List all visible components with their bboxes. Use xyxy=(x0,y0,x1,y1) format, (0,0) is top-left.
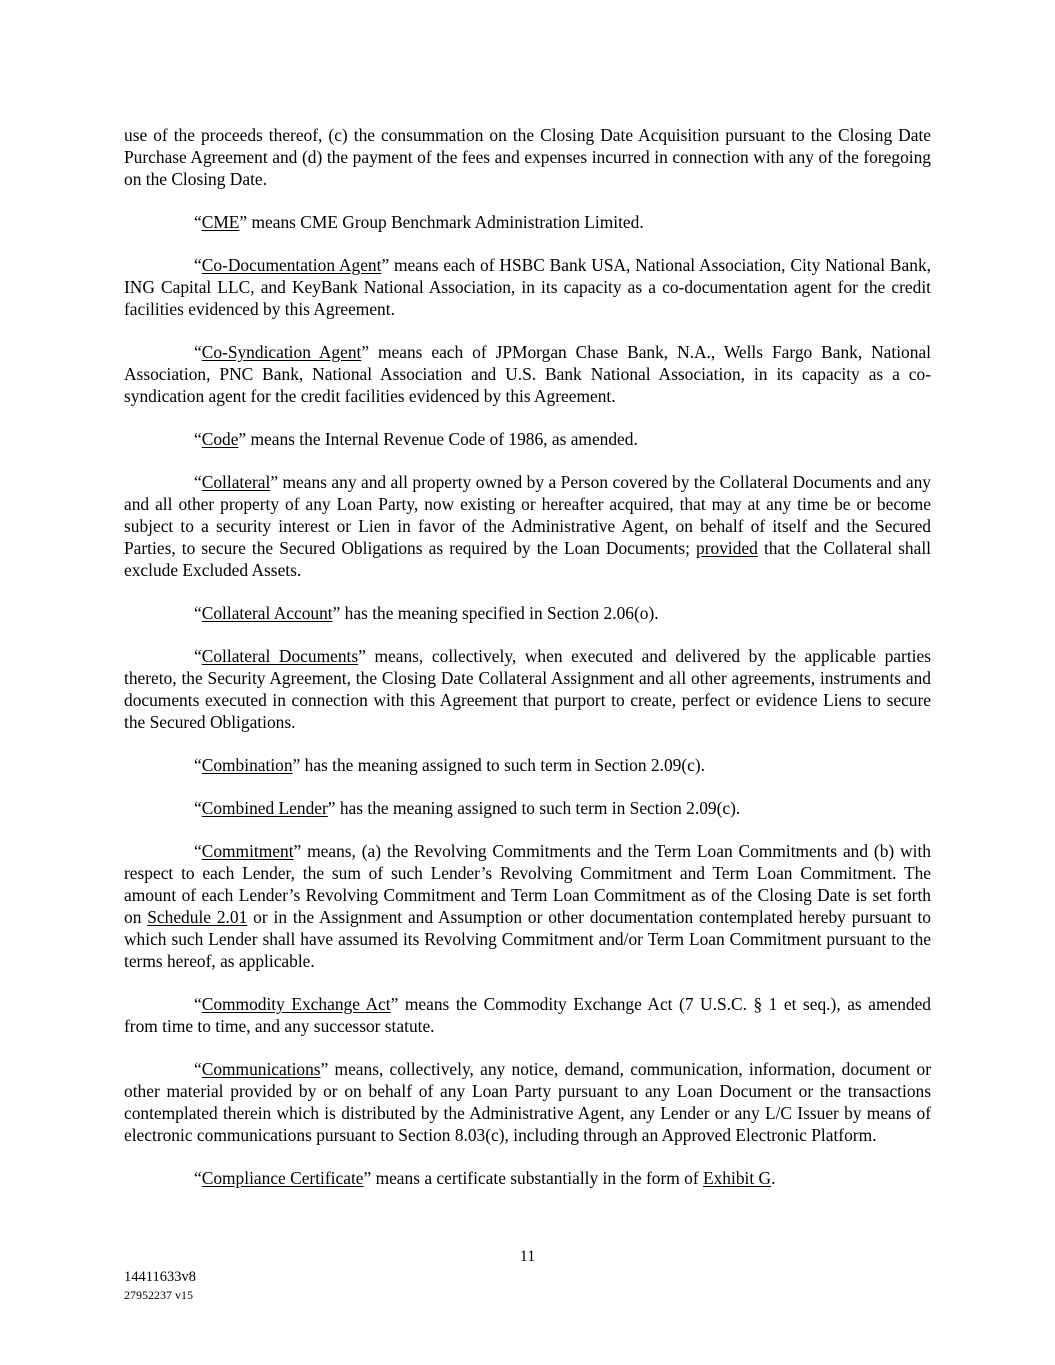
defined-term: Combination xyxy=(201,755,293,775)
defined-term: Code xyxy=(201,429,239,449)
paragraph-text: ” means each of HSBC Bank USA, National Association, City National Bank, ING Capital LLC, and KeyBank National Association, in its capacity as a co-documentation agent for the credit facilities evidenced by this Agreement. xyxy=(124,255,931,319)
paragraph-text: “ xyxy=(194,255,202,275)
definition-cme xyxy=(124,211,931,233)
paragraph-text: ” means, (a) the Revolving Commitments and the Term Loan Commitments and (b) with respect to each Lender, the sum of such Lender’s Revolving Commitment and Term Loan Commitment. The amount of each Lender’s Revolving Commitment and Term Loan Commitment as of the Closing Date is set forth on xyxy=(124,841,931,927)
paragraph-text: use of the proceeds thereof, (c) the consummation on the Closing Date Acquisition pursuant to the Closing Date Purchase Agreement and (d) the payment of the fees and expenses incurred in connection with any of the foregoing on the Closing Date. xyxy=(124,125,931,189)
defined-term: Collateral Account xyxy=(201,603,333,623)
paragraph-text: ” means each of JPMorgan Chase Bank, N.A., Wells Fargo Bank, National Association, PNC Bank, National Association and U.S. Bank National Association, in its capacity as a co-syndication agent for the credit facilities evidenced by this Agreement. xyxy=(124,342,931,406)
paragraph-text: “ xyxy=(194,646,202,666)
paragraph-text: ” has the meaning assigned to such term in Section 2.09(c). xyxy=(327,798,741,818)
paragraph-text: ” means the Commodity Exchange Act (7 U.S.C. § 1 et seq.), as amended from time to time, and any successor statute. xyxy=(124,994,931,1036)
paragraph-text: ” means, collectively, when executed and delivered by the applicable parties thereto, the Security Agreement, the Closing Date Collateral Assignment and all other agreements, instruments and documents executed in connection with this Agreement that purport to create, perfect or evidence Liens to secure the Secured Obligations. xyxy=(124,646,931,732)
defined-term: Co-Syndication Agent xyxy=(201,342,362,362)
definition-collateral-account xyxy=(124,602,931,624)
paragraph-text: “ xyxy=(194,841,202,861)
paragraph-continuation xyxy=(124,124,931,190)
paragraph-text: “ xyxy=(194,1059,202,1079)
paragraph-text: “ xyxy=(194,603,202,623)
paragraph-text: ” means CME Group Benchmark Administration Limited. xyxy=(239,212,644,232)
document-id-secondary: 27952237 v15 xyxy=(124,1288,193,1302)
paragraph-text: “ xyxy=(194,212,202,232)
defined-term: Combined Lender xyxy=(201,798,328,818)
definition-commodity-exchange-act xyxy=(124,993,931,1037)
paragraph-text: ” means a certificate substantially in the form of xyxy=(363,1168,703,1188)
paragraph-text: “ xyxy=(194,472,202,492)
paragraph-text: “ xyxy=(194,1168,202,1188)
defined-term: provided xyxy=(696,538,758,558)
definition-co-syndication-agent xyxy=(124,341,931,407)
paragraph-text: “ xyxy=(194,342,202,362)
paragraph-text: “ xyxy=(194,755,202,775)
paragraph-text: “ xyxy=(194,994,202,1014)
defined-term: Commodity Exchange Act xyxy=(201,994,391,1014)
paragraph-text: ” has the meaning assigned to such term in Section 2.09(c). xyxy=(292,755,706,775)
definition-code xyxy=(124,428,931,450)
paragraph-text: ” means, collectively, any notice, demand, communication, information, document or other material provided by or on behalf of any Loan Party pursuant to any Loan Document or the transactions contemplated therein which is distributed by the Administrative Agent, any Lender or any L/C Issuer by means of electronic communications pursuant to Section 8.03(c), including through an Approved Electronic Platform. xyxy=(124,1059,931,1145)
paragraph-text: or in the Assignment and Assumption or other documentation contemplated hereby pursuant to which such Lender shall have assumed its Revolving Commitment and/or Term Loan Commitment pursuant to the terms hereof, as applicable. xyxy=(124,907,931,971)
definition-combination xyxy=(124,754,931,776)
paragraph-text: . xyxy=(771,1168,776,1188)
defined-term: CME xyxy=(201,212,240,232)
defined-term: Collateral xyxy=(201,472,271,492)
definition-communications xyxy=(124,1058,931,1146)
page-number: 11 xyxy=(519,1248,536,1265)
definition-collateral-documents xyxy=(124,645,931,733)
paragraph-text: ” means any and all property owned by a Person covered by the Collateral Documents and any and all other property of any Loan Party, now existing or hereafter acquired, that may at any time be or become subject to a security interest or Lien in favor of the Administrative Agent, on behalf of itself and the Secured Parties, to secure the Secured Obligations as required by the Loan Documents; xyxy=(124,472,931,558)
defined-term: Collateral Documents xyxy=(201,646,359,666)
paragraph-text: ” means the Internal Revenue Code of 1986, as amended. xyxy=(238,429,638,449)
document-body xyxy=(124,124,931,1210)
paragraph-text: “ xyxy=(194,429,202,449)
defined-term: Commitment xyxy=(201,841,294,861)
defined-term: Compliance Certificate xyxy=(201,1168,364,1188)
definition-compliance-certificate xyxy=(124,1167,931,1189)
defined-term: Schedule 2.01 xyxy=(147,907,248,927)
definition-collateral xyxy=(124,471,931,581)
paragraph-text: that the Collateral shall exclude Excluded Assets. xyxy=(124,538,931,580)
document-id-primary: 14411633v8 xyxy=(124,1269,196,1285)
defined-term: Communications xyxy=(201,1059,321,1079)
paragraph-text: “ xyxy=(194,798,202,818)
definition-combined-lender xyxy=(124,797,931,819)
defined-term: Co-Documentation Agent xyxy=(201,255,382,275)
definition-co-documentation-agent xyxy=(124,254,931,320)
definition-commitment xyxy=(124,840,931,972)
paragraph-text: ” has the meaning specified in Section 2.06(o). xyxy=(332,603,659,623)
defined-term: Exhibit G xyxy=(702,1168,772,1188)
